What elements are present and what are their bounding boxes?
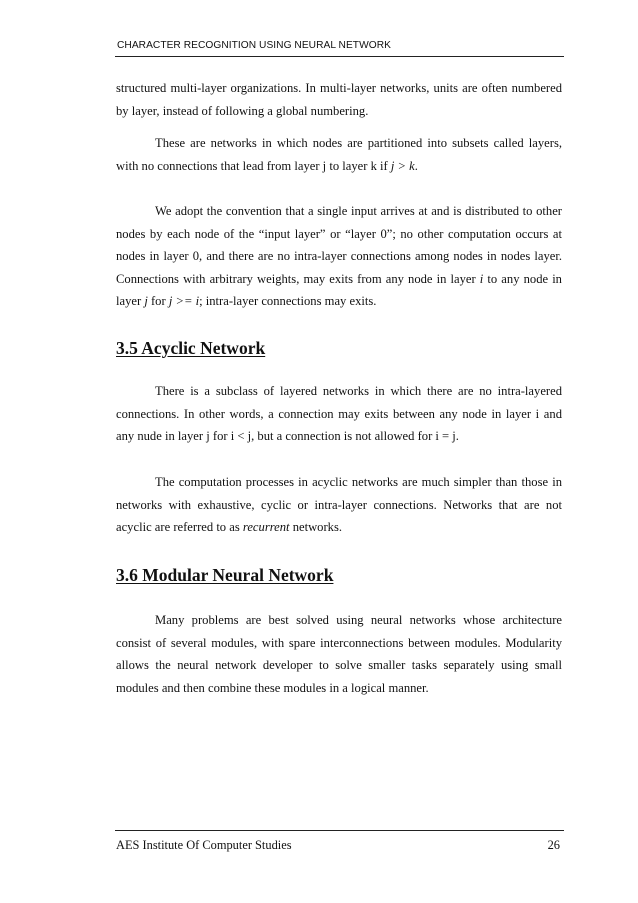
paragraph-text: Many problems are best solved using neural networks whose architecture consist of several modules, with spare interconnections between modules. Modularity allows the neural network developer to solve smaller tasks separately using small modules and then combine these modules in a logical manner. [116,613,562,695]
header-rule [115,56,564,57]
running-header: CHARACTER RECOGNITION USING NEURAL NETWORK [117,40,391,51]
paragraph-text: for [147,294,169,308]
paragraph-text: to any node in layer [116,271,562,308]
italic-variable: i [479,271,484,286]
paragraph-acyclic-computation [116,471,562,539]
paragraph-text: The computation processes in acyclic networks are much simpler than those in networks with exhaustive, cyclic or intra-layer connections. Networks that are not acyclic are referred to as [116,475,562,534]
footer-rule [115,830,564,831]
paragraph-text: . [414,158,418,173]
paragraph-layers-definition [116,132,562,177]
italic-term: recurrent [242,520,290,534]
section-heading-acyclic-network: 3.5 Acyclic Network [116,338,266,358]
paragraph-acyclic-subclass [116,380,562,448]
paragraph-modular-networks [116,609,562,699]
footer-institute: AES Institute Of Computer Studies [116,838,292,852]
paragraph-input-layer-convention [116,200,562,313]
paragraph-text: networks. [289,520,343,534]
paragraph-text: structured multi-layer organizations. In multi-layer networks, units are often numbered by layer, instead of following a global numbering. [116,81,562,118]
section-heading-modular-neural-network: 3.6 Modular Neural Network [116,565,334,585]
italic-variable: j [144,294,148,308]
paragraph-text: There is a subclass of layered networks in which there are no intra-layered connections. In other words, a connection may exits between any node in layer i and any nude in layer j for i < j, but a connection is not allowed for i = j. [116,384,562,443]
page-number: 26 [547,838,560,852]
paragraph-text: We adopt the convention that a single input arrives at and is distributed to other nodes by each node of the “input layer” or “layer 0”; no other computation occurs at nodes in layer 0, and there are no intra-layer connections among nodes in nodes layer. Connections with arbitrary weights, may exits from any node in layer [116,204,562,286]
paragraph-text: ; intra-layer connections may exits. [199,294,377,308]
paragraph-continuation [116,77,562,122]
paragraph-text: These are networks in which nodes are partitioned into subsets called layers, with no connections that lead from layer j to layer k if [116,136,562,173]
italic-expression: j > k [390,158,415,173]
italic-expression: j >= i [168,294,200,308]
